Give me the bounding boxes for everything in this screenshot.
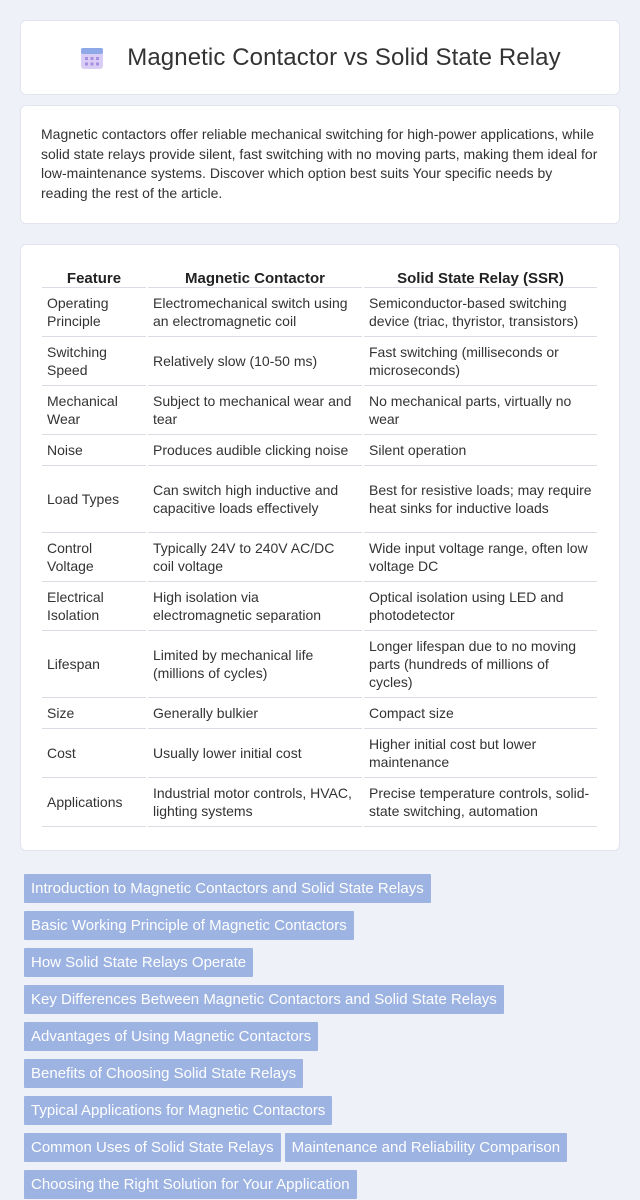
table-cell: Usually lower initial cost xyxy=(148,729,362,778)
header-magnetic-contactor: Magnetic Contactor xyxy=(148,265,362,288)
table-row xyxy=(42,698,597,729)
table-cell: Mechanical Wear xyxy=(42,386,146,435)
table-cell: Silent operation xyxy=(364,435,597,466)
link-basic-working-principle[interactable]: Basic Working Principle of Magnetic Contactors xyxy=(24,911,354,940)
link-maintenance-reliability[interactable]: Maintenance and Reliability Comparison xyxy=(285,1133,567,1162)
table-row xyxy=(42,337,597,386)
intro-text: Magnetic contactors offer reliable mechanical switching for high-power applications, while solid state relays provide silent, fast switching with no moving parts, making them ideal for low-maintenance systems. Discover which option best suits Your specific needs by reading the rest of the article. xyxy=(41,126,598,201)
table-row xyxy=(42,582,597,631)
table-cell: Produces audible clicking noise xyxy=(148,435,362,466)
table-cell: Precise temperature controls, solid-state switching, automation xyxy=(364,778,597,827)
table-row xyxy=(42,631,597,698)
table-cell: Can switch high inductive and capacitive loads effectively xyxy=(148,466,362,533)
link-common-uses-ssr[interactable]: Common Uses of Solid State Relays xyxy=(24,1133,281,1162)
title-card xyxy=(20,20,620,95)
table-row xyxy=(42,386,597,435)
page-title: Magnetic Contactor vs Solid State Relay xyxy=(127,43,561,71)
link-choosing-solution[interactable]: Choosing the Right Solution for Your Application xyxy=(24,1170,357,1199)
table-cell: Lifespan xyxy=(42,631,146,698)
related-links xyxy=(24,874,614,1200)
comparison-table xyxy=(40,265,599,827)
table-cell: Operating Principle xyxy=(42,288,146,337)
link-introduction[interactable]: Introduction to Magnetic Contactors and Solid State Relays xyxy=(24,874,431,903)
header-solid-state-relay: Solid State Relay (SSR) xyxy=(364,265,597,288)
table-row xyxy=(42,778,597,827)
table-cell: Electromechanical switch using an electromagnetic coil xyxy=(148,288,362,337)
comparison-card xyxy=(20,244,620,851)
table-cell: Typically 24V to 240V AC/DC coil voltage xyxy=(148,533,362,582)
table-cell: Applications xyxy=(42,778,146,827)
table-row xyxy=(42,533,597,582)
link-benefits-ssr[interactable]: Benefits of Choosing Solid State Relays xyxy=(24,1059,303,1088)
table-cell: Size xyxy=(42,698,146,729)
table-cell: Load Types xyxy=(42,466,146,533)
table-cell: Control Voltage xyxy=(42,533,146,582)
table-cell: Semiconductor-based switching device (triac, thyristor, transistors) xyxy=(364,288,597,337)
table-cell: Electrical Isolation xyxy=(42,582,146,631)
table-header-row xyxy=(42,265,597,288)
table-row xyxy=(42,466,597,533)
calendar-icon xyxy=(79,45,105,71)
table-cell: Best for resistive loads; may require heat sinks for inductive loads xyxy=(364,466,597,533)
table-row xyxy=(42,288,597,337)
table-row xyxy=(42,729,597,778)
table-cell: Industrial motor controls, HVAC, lighting systems xyxy=(148,778,362,827)
link-how-ssr-operate[interactable]: How Solid State Relays Operate xyxy=(24,948,253,977)
table-cell: Relatively slow (10-50 ms) xyxy=(148,337,362,386)
link-typical-applications[interactable]: Typical Applications for Magnetic Contactors xyxy=(24,1096,332,1125)
table-cell: Compact size xyxy=(364,698,597,729)
link-advantages-contactors[interactable]: Advantages of Using Magnetic Contactors xyxy=(24,1022,318,1051)
table-cell: Cost xyxy=(42,729,146,778)
header-feature: Feature xyxy=(42,265,146,288)
table-cell: Subject to mechanical wear and tear xyxy=(148,386,362,435)
intro-card xyxy=(20,105,620,224)
table-cell: No mechanical parts, virtually no wear xyxy=(364,386,597,435)
table-cell: Fast switching (milliseconds or microseconds) xyxy=(364,337,597,386)
table-cell: Limited by mechanical life (millions of cycles) xyxy=(148,631,362,698)
table-cell: Switching Speed xyxy=(42,337,146,386)
link-key-differences[interactable]: Key Differences Between Magnetic Contactors and Solid State Relays xyxy=(24,985,504,1014)
table-cell: Wide input voltage range, often low voltage DC xyxy=(364,533,597,582)
table-cell: Longer lifespan due to no moving parts (hundreds of millions of cycles) xyxy=(364,631,597,698)
table-cell: Optical isolation using LED and photodetector xyxy=(364,582,597,631)
table-cell: Generally bulkier xyxy=(148,698,362,729)
table-cell: Higher initial cost but lower maintenance xyxy=(364,729,597,778)
table-row xyxy=(42,435,597,466)
table-cell: Noise xyxy=(42,435,146,466)
table-cell: High isolation via electromagnetic separation xyxy=(148,582,362,631)
